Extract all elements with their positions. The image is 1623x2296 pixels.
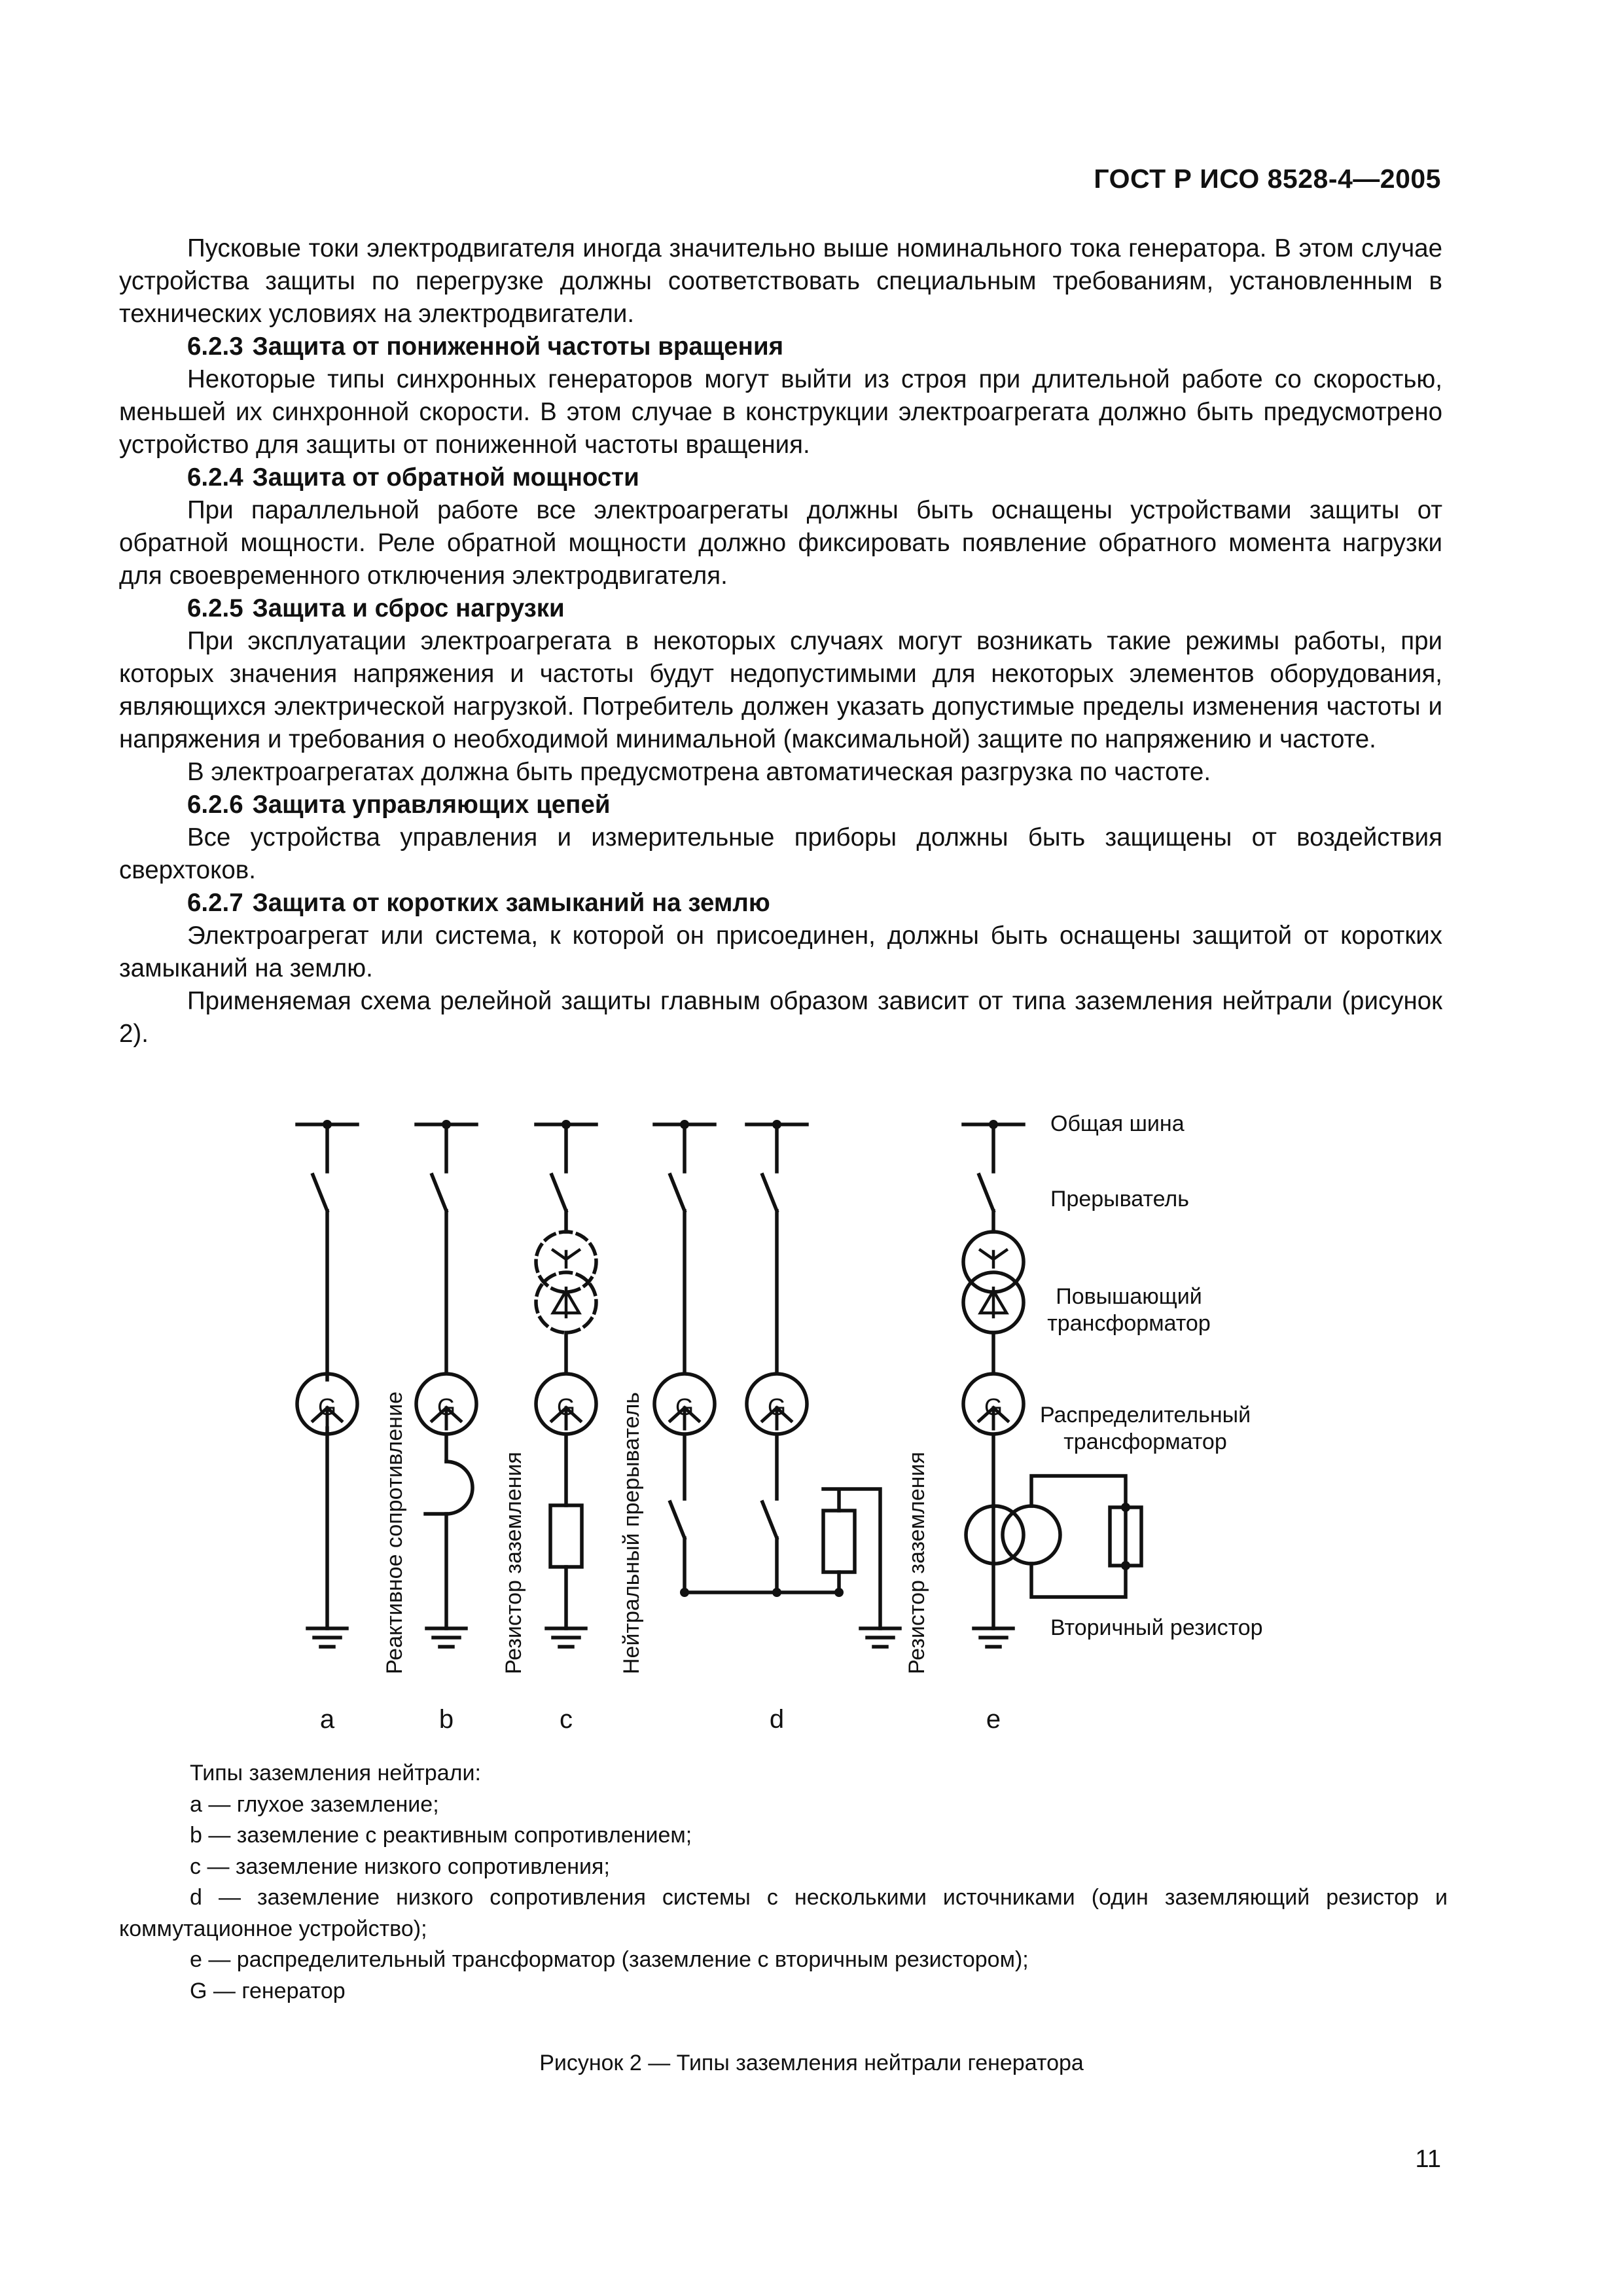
label-stepup-1: Повышающий (1056, 1284, 1202, 1309)
section-heading (119, 592, 1442, 625)
paragraph: Пусковые токи электродвигателя иногда значительно выше номинального тока генератора. В этом случае устройства защиты по перегрузке должны соответствовать специальным требованиям, установленным в технических условиях на электродвигатели. (119, 234, 1442, 328)
paragraph: В электроагрегатах должна быть предусмотрена автоматическая разгрузка по частоте. (187, 758, 1211, 786)
section-title: Защита от пониженной частоты вращения (252, 332, 784, 361)
label-ground-resistor-d: Резистор заземления (904, 1452, 929, 1674)
legend-item-g: G — генератор (190, 1978, 346, 2003)
label-distrib-1: Распределительный (1039, 1403, 1251, 1427)
scheme-letter-e: e (986, 1705, 1001, 1734)
paragraph: Все устройства управления и измерительные приборы должны быть защищены от воздействия сверхтоков. (119, 823, 1442, 884)
paragraph: Электроагрегат или система, к которой он присоединен, должны быть оснащены защитой от коротких замыканий на землю. (119, 922, 1442, 982)
paragraph: Некоторые типы синхронных генераторов могут выйти из строя при длительной работе со скоростью, меньшей их синхронной скорости. В этом случае в конструкции электроагрегата должно быть предусмотрено устройство для защиты от пониженной частоты вращения. (119, 365, 1442, 459)
paragraph: При эксплуатации электроагрегата в некоторых случаях могут возникать такие режимы работы, при которых значения напряжения и частоты будут недопустимыми для некоторых элементов оборудования, являющихся электрической нагрузкой. Потребитель должен указать допустимые пределы изменения частоты и напряжения и требования о необходимой минимальной (максимальной) защите по напряжению и частоте. (119, 627, 1442, 753)
legend-item-e: e — распределительный трансформатор (заземление с вторичным резистором); (190, 1947, 1029, 1972)
label-reactance: Реактивное сопротивление (382, 1391, 407, 1674)
generator-symbol: G (767, 1393, 787, 1420)
legend-item-b: b — заземление с реактивным сопротивлением; (190, 1823, 692, 1848)
grounding-diagram (0, 1073, 1623, 1767)
paragraph: Применяемая схема релейной защиты главным образом зависит от типа заземления нейтрали (рисунок 2). (119, 987, 1442, 1048)
section-heading (119, 461, 1442, 494)
scheme-letter-c: c (560, 1705, 573, 1734)
label-neutral-breaker: Нейтральный прерыватель (619, 1392, 644, 1674)
scheme-letter-d: d (769, 1705, 785, 1734)
legend-item-a: a — глухое заземление; (190, 1791, 439, 1817)
label-breaker: Прерыватель (1050, 1187, 1189, 1211)
page-number: 11 (1415, 2145, 1441, 2173)
section-title: Защита и сброс нагрузки (252, 594, 565, 622)
label-secondary-resistor: Вторичный резистор (1050, 1615, 1263, 1640)
figure-legend (119, 1758, 1448, 2007)
ground-resistor (550, 1505, 582, 1567)
section-title: Защита от обратной мощности (252, 463, 639, 492)
body-text (119, 232, 1442, 1050)
legend-title: Типы заземления нейтрали: (190, 1761, 481, 1785)
paragraph: При параллельной работе все электроагрегаты должны быть оснащены устройствами защиты от обратной мощности. Реле обратной мощности должно фиксировать появление обратного момента нагрузки для своевременного отключения электродвигателя. (119, 496, 1442, 590)
section-heading (119, 789, 1442, 821)
section-number: 6.2.7 (187, 889, 243, 917)
scheme-c (536, 1120, 596, 1647)
label-distrib-2: трансформатор (1063, 1429, 1227, 1454)
label-ground-resistor-c: Резистор заземления (501, 1452, 526, 1674)
scheme-d (654, 1120, 900, 1647)
generator-symbol: G (437, 1393, 456, 1420)
legend-item-c: c — заземление низкого сопротивления; (190, 1854, 610, 1879)
figure-caption: Рисунок 2 — Типы заземления нейтрали генератора (539, 2051, 1084, 2075)
standard-designation: ГОСТ Р ИСО 8528-4—2005 (1094, 164, 1441, 194)
label-stepup-2: трансформатор (1047, 1311, 1211, 1336)
grounding-diagram-svg (0, 1073, 1623, 1767)
section-heading (119, 887, 1442, 920)
label-bus: Общая шина (1050, 1111, 1185, 1136)
shared-ground-resistor (823, 1511, 855, 1572)
section-number: 6.2.3 (187, 332, 243, 361)
scheme-letter-b: b (438, 1705, 454, 1734)
section-title: Защита управляющих цепей (252, 791, 611, 819)
generator-symbol: G (984, 1393, 1003, 1420)
reactor-coil (425, 1462, 473, 1514)
generator-symbol: G (675, 1393, 694, 1420)
scheme-b (416, 1120, 476, 1647)
scheme-a (297, 1120, 357, 1647)
section-number: 6.2.4 (187, 463, 243, 492)
section-title: Защита от коротких замыканий на землю (252, 889, 770, 917)
section-number: 6.2.5 (187, 594, 243, 622)
section-heading (119, 331, 1442, 363)
scheme-letter-a: a (319, 1705, 335, 1734)
section-number: 6.2.6 (187, 791, 243, 819)
generator-symbol: G (317, 1393, 337, 1420)
legend-item-d: d — заземление низкого сопротивления системы с несколькими источниками (один заземляющий резистор и коммутационное устройство); (119, 1885, 1448, 1941)
generator-symbol: G (556, 1393, 576, 1420)
